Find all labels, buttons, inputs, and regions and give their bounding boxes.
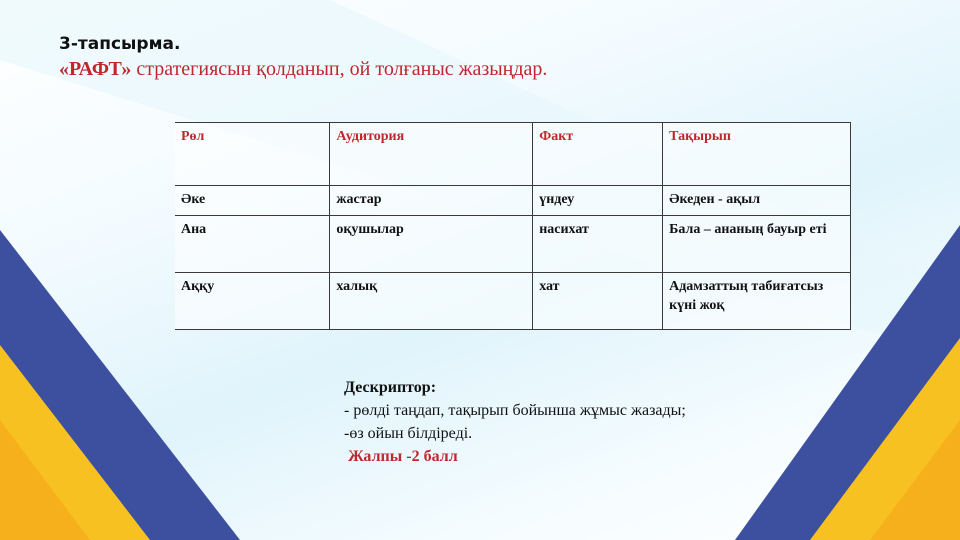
subtitle-instruction: стратегиясын қолданып, ой толғаныс жазыңдар. [131, 58, 548, 80]
table-cell: үндеу [533, 186, 663, 216]
table-row [175, 273, 851, 330]
table-cell: оқушылар [330, 216, 533, 273]
table-row [175, 186, 851, 216]
table-cell: Әке [175, 186, 330, 216]
table-cell: Аққу [175, 273, 330, 330]
table-cell: Әкеден - ақыл [663, 186, 851, 216]
descriptor-block [344, 376, 686, 468]
header-topic: Тақырып [663, 123, 851, 186]
header-fact: Факт [533, 123, 663, 186]
table-cell: Бала – ананың бауыр еті [663, 216, 851, 273]
raft-table [175, 122, 851, 330]
slide-subtitle [59, 58, 547, 81]
descriptor-heading: Дескриптор: [344, 379, 437, 396]
descriptor-line: -өз ойын білдіреді. [344, 425, 473, 442]
table-cell: хат [533, 273, 663, 330]
table-cell: жастар [330, 186, 533, 216]
subtitle-strategy-name: «РАФТ» [59, 58, 132, 80]
descriptor-total-score: Жалпы -2 балл [348, 448, 458, 465]
table-cell: Адамзаттың табиғатсыз күні жоқ [663, 273, 851, 330]
slide-title: 3-тапсырма. [59, 34, 181, 54]
header-role: Рөл [175, 123, 330, 186]
header-audience: Аудитория [330, 123, 533, 186]
descriptor-line: - рөлді таңдап, тақырып бойынша жұмыс жазады; [344, 402, 686, 419]
table-row [175, 216, 851, 273]
table-header-row [175, 123, 851, 186]
table-cell: насихат [533, 216, 663, 273]
table-cell: халық [330, 273, 533, 330]
table-cell: Ана [175, 216, 330, 273]
